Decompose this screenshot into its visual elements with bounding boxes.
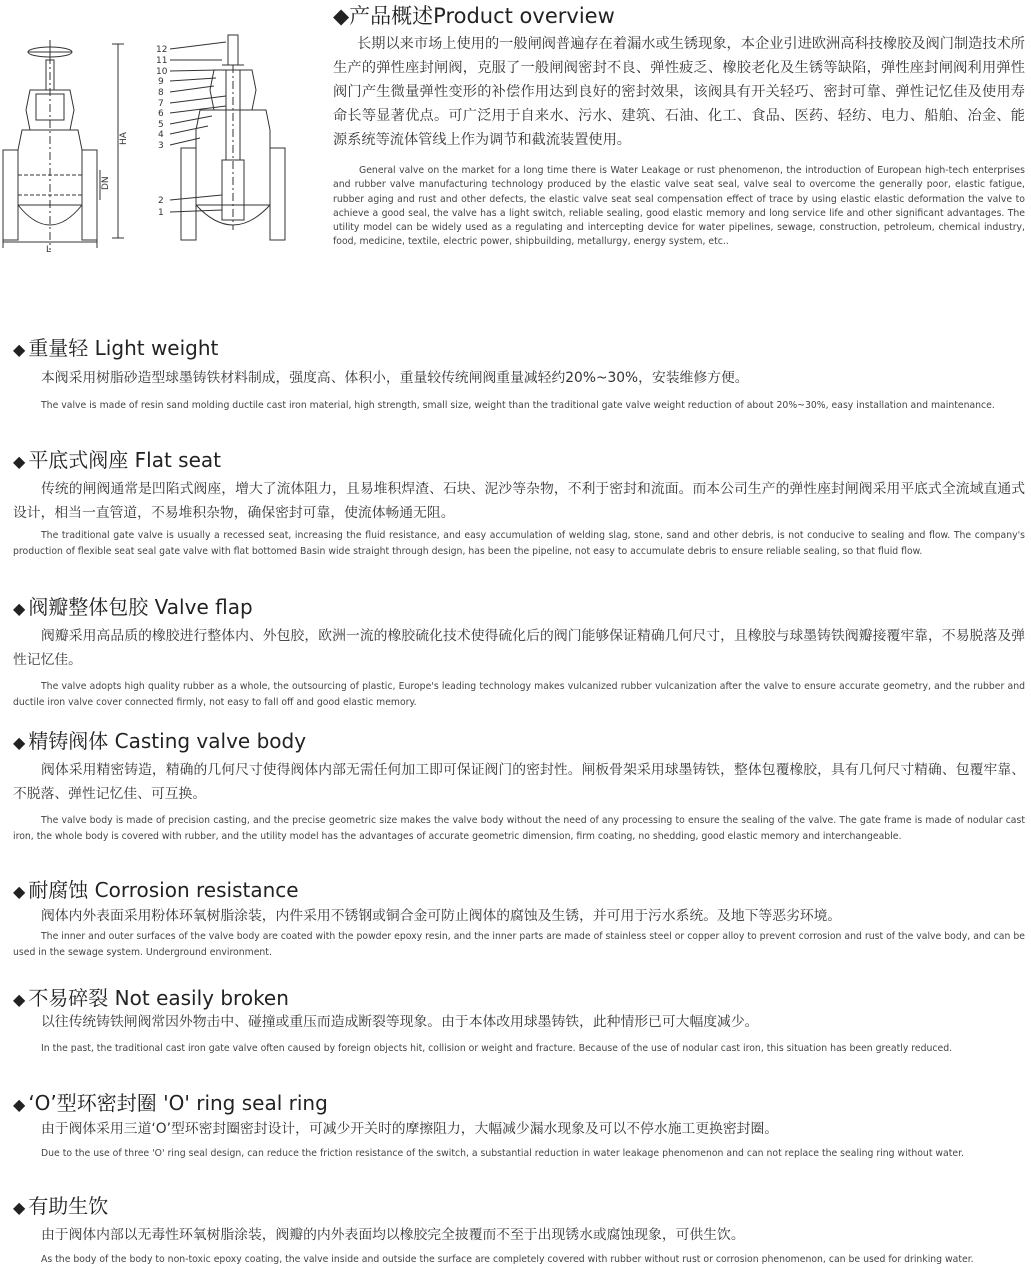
section-flat-seat-cn: 传统的闸阀通常是凹陷式阀座，增大了流体阻力，且易堆积焊渣、石块、泥沙等杂物，不利于密封和流面。而本公司生产的弹性座封闸阀采用平底式全流域直通式设计，相当一直管道，不易堆积杂物，确保密封可靠，使流体畅通无阻。	[13, 481, 1025, 521]
dim-label-l: L	[46, 245, 52, 255]
section-light-weight-cn: 本阀采用树脂砂造型球墨铸铁材料制成，强度高、体积小，重量较传统闸阀重量减轻约20%~30%，安装维修方便。	[41, 370, 749, 386]
part-number-3: 3	[158, 141, 164, 151]
bullet-icon: ◆	[13, 990, 26, 1009]
part-number-8: 8	[158, 88, 164, 98]
bullet-icon: ◆	[13, 1095, 26, 1114]
section-not-easily-broken-title: ◆ 不易碎裂 Not easily broken	[13, 986, 289, 1010]
section-corrosion-resistance-en: The inner and outer surfaces of the valve body are coated with the powder epoxy resin, and the inner parts are made of stainless steel or copper alloy to prevent corrosion and rust of the valve body, and can be used in the sewage system. Underground environment.	[13, 931, 1025, 958]
section-o-ring-seal-cn: 由于阀体采用三道‘O’型环密封圈密封设计，可减少开关时的摩擦阻力，大幅减少漏水现象及可以不停水施工更换密封圈。	[41, 1121, 779, 1137]
section-light-weight-en: The valve is made of resin sand molding ductile cast iron material, high strength, small size, weight than the traditional gate valve weight reduction of about 20%~30%, easy installation and maintenance.	[41, 400, 995, 411]
bullet-icon: ◆	[13, 1198, 26, 1217]
bullet-icon: ◆	[13, 340, 26, 359]
overview-title: ◆产品概述Product overview	[333, 4, 615, 28]
part-number-11: 11	[156, 56, 168, 66]
section-flat-seat-title: ◆ 平底式阀座 Flat seat	[13, 448, 222, 472]
section-corrosion-resistance-title: ◆ 耐腐蚀 Corrosion resistance	[13, 878, 299, 902]
section-casting-valve-body-en: The valve body is made of precision casting, and the precise geometric size makes the valve body without the need of any processing to ensure the sealing of the valve. The gate frame is made of nodular cast iron, the whole body is covered with rubber, and the utility model has the advantages of accurate geometric dimension, firm coating, no shedding, good elastic memory and interchangeable.	[13, 815, 1025, 842]
section-valve-flap-cn: 阀瓣采用高品质的橡胶进行整体内、外包胶，欧洲一流的橡胶硫化技术使得硫化后的阀门能够保证精确几何尺寸，且橡胶与球墨铸铁阀瓣接覆牢靠，不易脱落及弹性记忆佳。	[13, 628, 1025, 668]
section-not-easily-broken-cn: 以往传统铸铁闸阀常因外物击中、碰撞或重压而造成断裂等现象。由于本体改用球墨铸铁，此种情形已可大幅度减少。	[41, 1014, 759, 1030]
part-number-1: 1	[158, 208, 164, 218]
overview-cn-paragraph	[333, 32, 1025, 152]
section-light-weight-title: ◆ 重量轻 Light weight	[13, 336, 219, 360]
part-number-12: 12	[156, 45, 168, 55]
section-o-ring-seal-title: ◆ ‘O’型环密封圈 'O' ring seal ring	[13, 1091, 328, 1115]
section-not-easily-broken-en: In the past, the traditional cast iron gate valve often caused by foreign objects hit, collision or weight and fracture. Because of the use of nodular cast iron, this situation has been greatly reduced.	[41, 1043, 953, 1054]
bullet-icon: ◆	[13, 733, 26, 752]
section-drinking-cn: 由于阀体内部以无毒性环氧树脂涂装，阀瓣的内外表面均以橡胶完全披覆而不至于出现锈水或腐蚀现象，可供生饮。	[41, 1227, 745, 1243]
valve-technical-drawing	[0, 30, 300, 255]
dim-label-dn: DN	[101, 176, 111, 190]
section-valve-flap-en: The valve adopts high quality rubber as a whole, the outsourcing of plastic, Europe's leading technology makes vulcanized rubber vulcanization after the valve to ensure accurate geometry, and the rubber and ductile iron valve cover connected firmly, not easy to fall off and good elastic memory.	[13, 681, 1025, 708]
bullet-icon: ◆	[13, 599, 26, 618]
bullet-icon: ◆	[13, 882, 26, 901]
overview-en-text: General valve on the market for a long time there is Water Leakage or rust phenomenon, the introduction of European high-tech enterprises and rubber valve manufacturing technology produced by the elastic valve seat seal, valve seal to overcome the generally poor, elastic fatigue, rubber aging and rust and other defects, the elastic valve seat seal compensation effect of trace by using elastic elastic deformation the valve to achieve a good seal, the valve has a light switch, reliable sealing, good elastic memory and long service life and other significant advantages. The utility model can be widely used as a regulating and intercepting device for water pipelines, sewage, construction, petroleum, chemical industry, food, medicine, textile, electric power, shipbuilding, metallurgy, energy system, etc..	[333, 165, 1025, 248]
section-casting-valve-body-title: ◆ 精铸阀体 Casting valve body	[13, 729, 307, 753]
valve-drawing-svg	[0, 30, 300, 255]
overview-cn-text: 长期以来市场上使用的一般闸阀普遍存在着漏水或生锈现象，本企业引进欧洲高科技橡胶及阀门制造技术所生产的弹性座封闸阀，克服了一般闸阀密封不良、弹性疲乏、橡胶老化及生锈等缺陷，弹性座封闸阀利用弹性阀门产生微量弹性变形的补偿作用达到良好的密封效果，该阀具有开关轻巧、密封可靠、弹性记忆佳及使用寿命长等显著优点。可广泛用于自来水、污水、建筑、石油、化工、食品、医药、轻纺、电力、船舶、冶金、能源系统等流体管线上作为调节和截流装置使用。	[333, 36, 1025, 148]
part-number-2: 2	[158, 196, 164, 206]
part-number-6: 6	[158, 109, 164, 119]
section-casting-valve-body-cn: 阀体采用精密铸造，精确的几何尺寸使得阀体内部无需任何加工即可保证阀门的密封性。闸板骨架采用球墨铸铁，整体包覆橡胶，具有几何尺寸精确、包覆牢靠、不脱落、弹性记忆佳、可互换。	[13, 762, 1025, 802]
section-corrosion-resistance-cn: 阀体内外表面采用粉体环氧树脂涂装，内件采用不锈钢或铜合金可防止阀体的腐蚀及生锈，并可用于污水系统。及地下等恶劣环境。	[41, 908, 842, 924]
part-number-9: 9	[158, 77, 164, 87]
part-number-7: 7	[158, 99, 164, 109]
part-number-4: 4	[158, 130, 164, 140]
section-o-ring-seal-en: Due to the use of three 'O' ring seal design, can reduce the friction resistance of the switch, a substantial reduction in water leakage phenomenon and can not replace the sealing ring without water.	[41, 1148, 965, 1159]
section-drinking-title: ◆ 有助生饮	[13, 1194, 109, 1218]
section-drinking-en: As the body of the body to non-toxic epoxy coating, the valve inside and outside the surface are completely covered with rubber without rust or corrosion phenomenon, can be used for drinking water.	[41, 1254, 974, 1265]
part-number-5: 5	[158, 120, 164, 130]
overview-en-paragraph	[333, 164, 1025, 250]
dim-label-ha: HA	[119, 132, 129, 145]
bullet-icon: ◆	[13, 452, 26, 471]
section-flat-seat-en: The traditional gate valve is usually a recessed seat, increasing the fluid resistance, and easy accumulation of welding slag, stone, sand and other debris, is not conducive to sealing and flow. The company's production of flexible seat seal gate valve with flat bottomed Basin wide straight through design, has been the pipeline, not easy to accumulate debris to ensure reliable sealing, so that fluid flow.	[13, 530, 1025, 557]
section-valve-flap-title: ◆ 阀瓣整体包胶 Valve flap	[13, 595, 253, 619]
part-number-10: 10	[156, 67, 168, 77]
